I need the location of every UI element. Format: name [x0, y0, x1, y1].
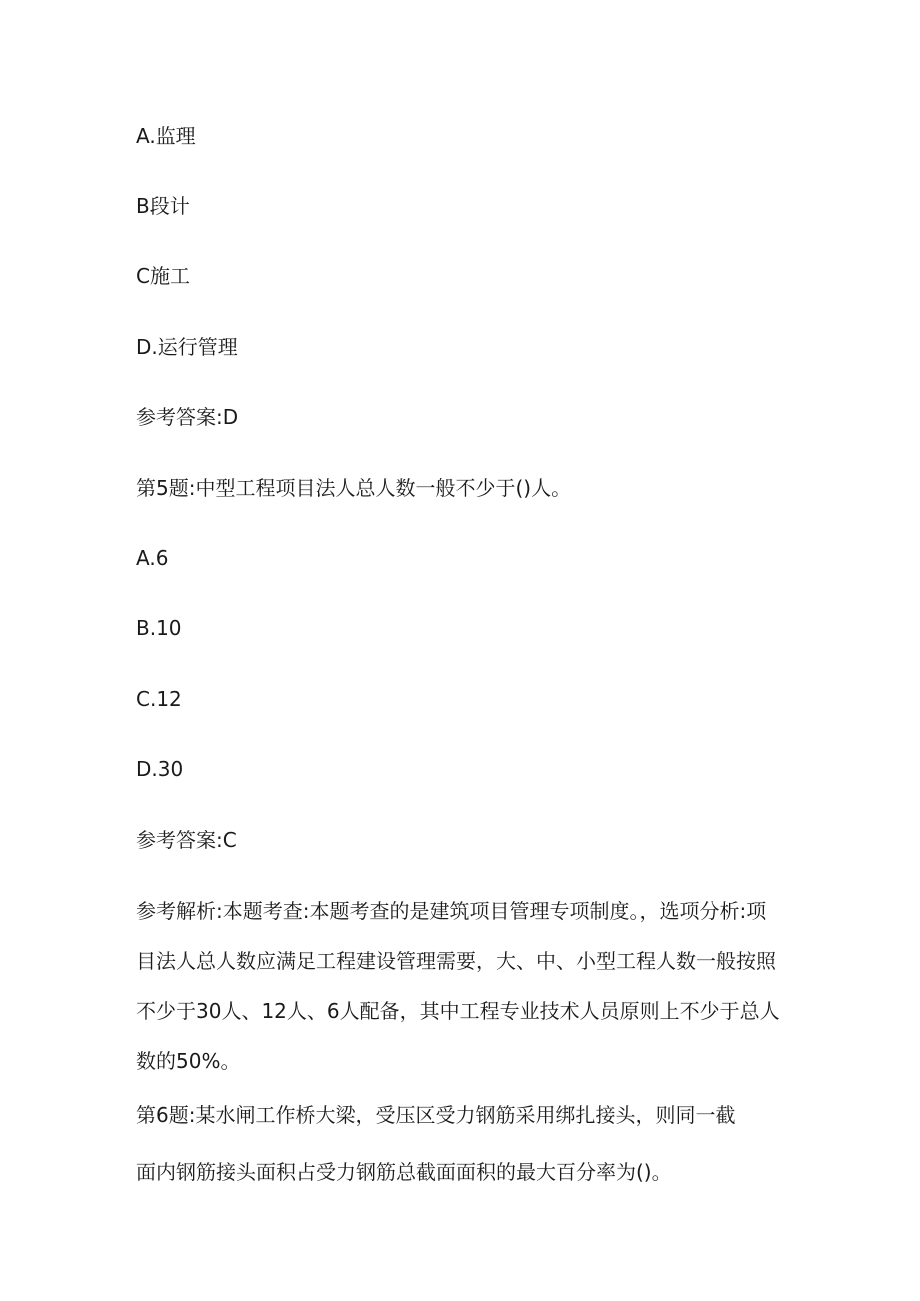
- q5-analysis: 参考解析:本题考查:本题考查的是建筑项目管理专项制度。，选项分析:项目法人总人数应满足工程建设管理需要，大、中、小型工程人数一般按照不少于30人、12人、6人配备，其中工程专业技术人员原则上不少于总人数的50%。: [136, 899, 780, 1073]
- q4-option-a: A.监理: [136, 124, 196, 148]
- q5-question: 第5题:中型工程项目法人总人数一般不少于()人。: [136, 476, 572, 500]
- q4-answer: 参考答案:D: [136, 405, 239, 429]
- q4-option-c: C施工: [136, 264, 190, 288]
- q6-question-line1: 第6题:某水闸工作桥大梁，受压区受力钢筋采用绑扎接头，则同一截: [136, 1103, 736, 1127]
- q5-option-b: B.10: [136, 616, 182, 640]
- q5-answer: 参考答案:C: [136, 828, 237, 852]
- q4-option-b: B段计: [136, 194, 190, 218]
- q6-question-line2: 面内钢筋接头面积占受力钢筋总截面面积的最大百分率为()。: [136, 1160, 672, 1184]
- q5-option-d: D.30: [136, 757, 184, 781]
- q4-option-d: D.运行管理: [136, 335, 238, 359]
- q5-option-a: A.6: [136, 546, 169, 570]
- q5-option-c: C.12: [136, 687, 182, 711]
